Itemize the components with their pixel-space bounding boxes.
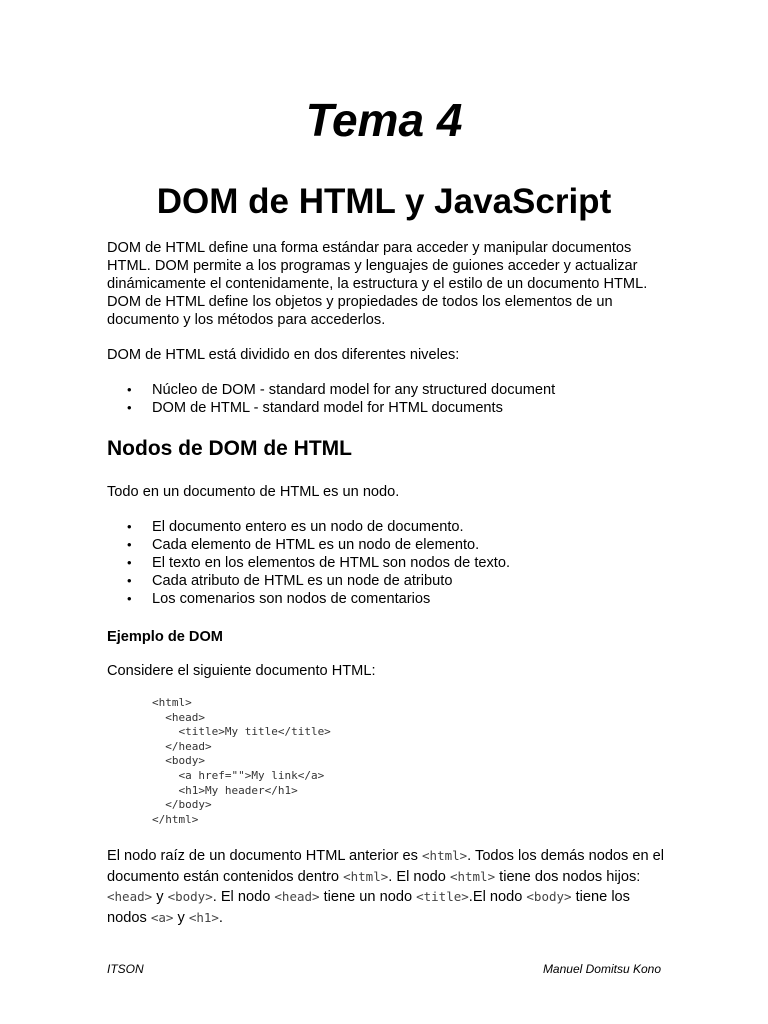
list-item: • El texto en los elementos de HTML son nodos de texto. <box>107 554 667 572</box>
list-item: • Los comenarios son nodos de comentarios <box>107 590 667 608</box>
footer-institution: ITSON <box>107 962 144 976</box>
dom-levels-list <box>107 381 667 417</box>
explanation-paragraph <box>107 846 667 928</box>
explanation-text: tiene dos nodos hijos: <box>495 868 641 885</box>
inline-code: <html> <box>343 868 389 884</box>
list-item: • Cada elemento de HTML es un nodo de elemento. <box>107 536 667 554</box>
intro-paragraph: DOM de HTML define una forma estándar para acceder y manipular documentos HTML. DOM permite a los programas y lenguajes de guiones acceder y actualizar dinámicamente el contenidamente, la estructura y el estilo de un documento HTML. DOM de HTML define los objetos y propiedades de todos los elementos de un documento y los métodos para accederlos. <box>107 240 648 328</box>
node-types-list <box>107 518 667 608</box>
inline-code: <body> <box>526 889 572 905</box>
inline-code: <head> <box>274 889 320 905</box>
document-body <box>107 239 667 928</box>
explanation-text: . El nodo <box>212 889 275 906</box>
explanation-text: . Todos los demás nodos en el documento están contenidos dentro <box>107 848 665 885</box>
inline-code: <html> <box>449 868 496 884</box>
example-paragraph: Considere el siguiente documento HTML: <box>107 663 376 679</box>
example-heading: Ejemplo de DOM <box>107 629 223 645</box>
nodes-paragraph: Todo en un documento de HTML es un nodo. <box>107 484 400 500</box>
explanation-text: y <box>152 889 168 906</box>
explanation-text: .El nodo <box>468 889 527 906</box>
explanation-text: tiene los nodos <box>107 889 630 926</box>
section-heading-nodes: Nodos de DOM de HTML <box>107 437 352 460</box>
list-item: • Núcleo de DOM - standard model for any structured document <box>107 381 667 399</box>
list-item: • DOM de HTML - standard model for HTML documents <box>107 399 667 417</box>
inline-code: <a> <box>150 909 174 925</box>
explanation-text: . El nodo <box>388 868 450 885</box>
list-item: • Cada atributo de HTML es un node de atributo <box>107 572 667 590</box>
footer-author: Manuel Domitsu Kono <box>542 962 661 976</box>
inline-code: <h1> <box>188 909 219 925</box>
inline-code: <html> <box>422 848 468 864</box>
inline-code: <body> <box>167 889 213 905</box>
explanation-text: tiene un nodo <box>319 889 417 906</box>
levels-intro-paragraph: DOM de HTML está dividido en dos diferentes niveles: <box>107 347 460 363</box>
explanation-text: El nodo raíz de un documento HTML anterior es <box>107 848 423 865</box>
inline-code: <title> <box>416 889 469 905</box>
chapter-title: Tema 4 <box>305 94 463 146</box>
code-example: <html> <head> <title>My title</title> </head> <body> <a href="">My link</a> <h1>My header</h1> </body> </html> <box>152 696 331 826</box>
document-title: DOM de HTML y JavaScript <box>156 182 612 221</box>
explanation-text: . <box>218 909 223 926</box>
explanation-text: y <box>173 909 189 926</box>
inline-code: <head> <box>107 889 153 905</box>
list-item: • El documento entero es un nodo de documento. <box>107 518 667 536</box>
